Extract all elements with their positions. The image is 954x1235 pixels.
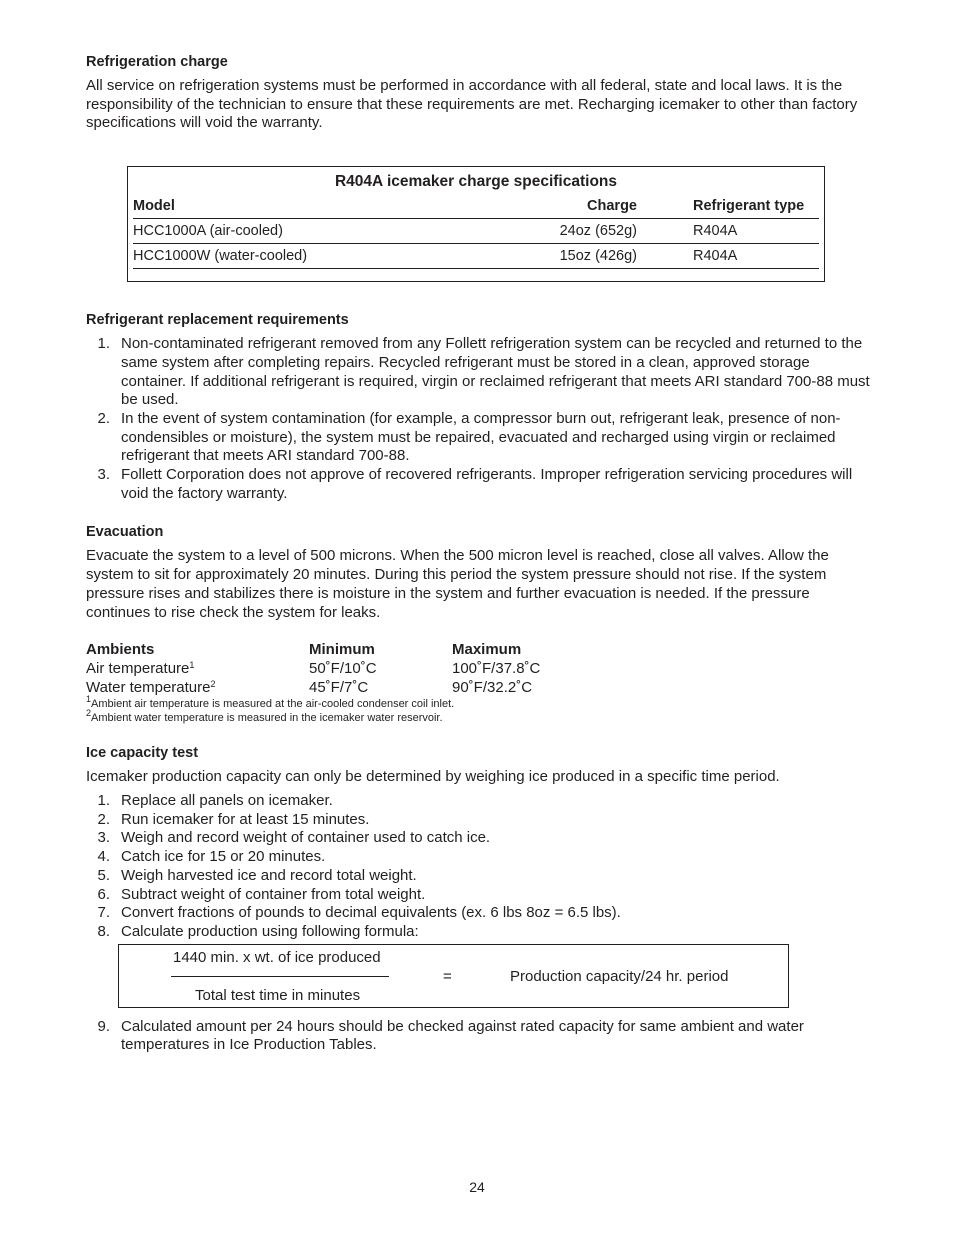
item-number: 5. <box>97 866 110 884</box>
list-item <box>86 1018 871 1055</box>
cell-model: HCC1000W (water-cooled) <box>133 248 308 265</box>
footnote-mark: 1 <box>86 694 92 705</box>
section-body: Icemaker production capacity can only be determined by weighing ice produced in a specific time period. <box>86 768 780 786</box>
section-heading: Ice capacity test <box>86 745 199 762</box>
table-title: R404A icemaker charge specifications <box>334 173 617 191</box>
item-number: 3. <box>97 466 110 484</box>
item-text: Non-contaminated refrigerant removed from any Follett refrigeration system can be recycled and returned to the same system after completing repairs. Recycled refrigerant must be stored in a clean, approved storage container. If additional refrigerant is required, virgin or reclaimed refrigerant that meets ARI standard 700-88 must be used. <box>121 335 870 409</box>
footnote <box>86 708 871 725</box>
header-minimum: Minimum <box>309 641 375 659</box>
item-number: 8. <box>97 922 110 940</box>
formula-box <box>118 944 789 1008</box>
cell-type: R404A <box>693 248 738 265</box>
item-text: Calculate production using following formula: <box>121 922 419 940</box>
section-body: All service on refrigeration systems must be performed in accordance with all federal, state and local laws. It is the responsibility of the technician to ensure that these requirements are met. Recharging icemaker to other than factory specifications will void the warranty. <box>86 77 858 132</box>
list-item <box>86 829 871 848</box>
replacement-list <box>86 335 871 503</box>
list-item <box>86 886 871 905</box>
cell-minimum: 50˚F/10˚C <box>309 659 377 677</box>
page-number: 24 <box>469 1179 485 1195</box>
formula-result: Production capacity/24 hr. period <box>510 967 729 985</box>
section-heading: Evacuation <box>86 524 164 541</box>
formula-equals: = <box>443 967 452 985</box>
document-page <box>86 53 871 1055</box>
section-body: Evacuate the system to a level of 500 microns. When the 500 micron level is reached, close all valves. Allow the system to sit for approximately 20 minutes. During this period the system pressure should not rise. If the system pressure rises and stabilizes there is moisture in the system and further evacuation is needed. If the pressure continues to rise check the system for leaks. <box>86 547 829 621</box>
list-item <box>86 867 871 886</box>
table-header-row <box>133 194 819 219</box>
evacuation-section <box>86 523 871 622</box>
item-text: Run icemaker for at least 15 minutes. <box>121 810 370 828</box>
item-number: 7. <box>97 904 110 922</box>
item-text: Weigh and record weight of container used to catch ice. <box>121 829 491 847</box>
ambients-header-row <box>86 641 871 660</box>
cell-maximum: 100˚F/37.8˚C <box>452 659 541 677</box>
footnote-mark: 2 <box>86 708 92 719</box>
footnote-text: Ambient water temperature is measured in the icemaker water reservoir. <box>91 712 443 725</box>
header-ambient: Ambients <box>86 641 155 659</box>
cell-charge: 24oz (652g) <box>559 223 637 240</box>
item-number: 1. <box>97 792 110 810</box>
item-number: 6. <box>97 885 110 903</box>
steps-list-continued <box>86 1018 871 1055</box>
item-number: 2. <box>97 810 110 828</box>
table-row <box>86 679 871 698</box>
item-text: Follett Corporation does not approve of recovered refrigerants. Improper refrigeration servicing procedures will void the factory warranty. <box>121 466 853 502</box>
item-text: In the event of system contamination (for example, a compressor burn out, refrigerant leak, presence of non-condensibles or moisture), the system must be repaired, evacuated and recharged using virgin or reclaimed refrigerant that meets ARI standard 700-88. <box>121 409 841 465</box>
item-text: Convert fractions of pounds to decimal equivalents (ex. 6 lbs 8oz = 6.5 lbs). <box>121 904 621 922</box>
ambient-label <box>86 660 309 679</box>
formula-denominator: Total test time in minutes <box>195 986 361 1004</box>
list-item <box>86 410 871 466</box>
header-model: Model <box>133 198 175 215</box>
item-text: Subtract weight of container from total weight. <box>121 885 426 903</box>
footnote <box>86 694 871 711</box>
header-type: Refrigerant type <box>693 198 805 215</box>
section-heading: Refrigerant replacement requirements <box>86 312 349 329</box>
replacement-section <box>86 311 871 503</box>
item-number: 2. <box>97 409 110 427</box>
table-row <box>86 660 871 679</box>
list-item <box>86 848 871 867</box>
item-text: Catch ice for 15 or 20 minutes. <box>121 848 326 866</box>
refrigeration-charge-section <box>86 53 871 133</box>
fraction-bar <box>171 976 389 977</box>
item-text: Calculated amount per 24 hours should be checked against rated capacity for same ambient and water temperatures in Ice Production Tables. <box>121 1017 804 1054</box>
list-item <box>86 904 871 923</box>
charge-spec-table <box>127 166 825 282</box>
list-item <box>86 811 871 830</box>
list-item <box>86 335 871 410</box>
list-item <box>86 923 871 942</box>
cell-maximum: 90˚F/32.2˚C <box>452 678 533 696</box>
cell-charge: 15oz (426g) <box>559 248 637 265</box>
list-item <box>86 792 871 811</box>
header-charge: Charge <box>587 198 637 215</box>
ambients-table <box>86 641 871 725</box>
item-number: 4. <box>97 848 110 866</box>
table-row <box>133 244 819 269</box>
steps-list <box>86 792 871 942</box>
item-number: 1. <box>97 335 110 353</box>
item-text: Replace all panels on icemaker. <box>121 792 333 810</box>
item-number: 9. <box>97 1017 110 1035</box>
table-row <box>133 219 819 244</box>
ice-capacity-section <box>86 744 871 1055</box>
footnote-mark: 2 <box>210 678 216 689</box>
cell-minimum: 45˚F/7˚C <box>309 678 369 696</box>
footnote-mark: 1 <box>189 659 195 670</box>
item-number: 3. <box>97 829 110 847</box>
label-text: Water temperature <box>86 678 211 696</box>
ambient-label <box>86 679 309 698</box>
section-heading: Refrigeration charge <box>86 54 228 70</box>
header-maximum: Maximum <box>452 641 522 659</box>
item-text: Weigh harvested ice and record total weight. <box>121 866 417 884</box>
footnote-text: Ambient air temperature is measured at the air-cooled condenser coil inlet. <box>91 698 455 711</box>
formula-numerator: 1440 min. x wt. of ice produced <box>173 948 381 966</box>
cell-type: R404A <box>693 223 738 240</box>
list-item <box>86 466 871 503</box>
label-text: Air temperature <box>86 659 190 677</box>
cell-model: HCC1000A (air-cooled) <box>133 223 283 240</box>
